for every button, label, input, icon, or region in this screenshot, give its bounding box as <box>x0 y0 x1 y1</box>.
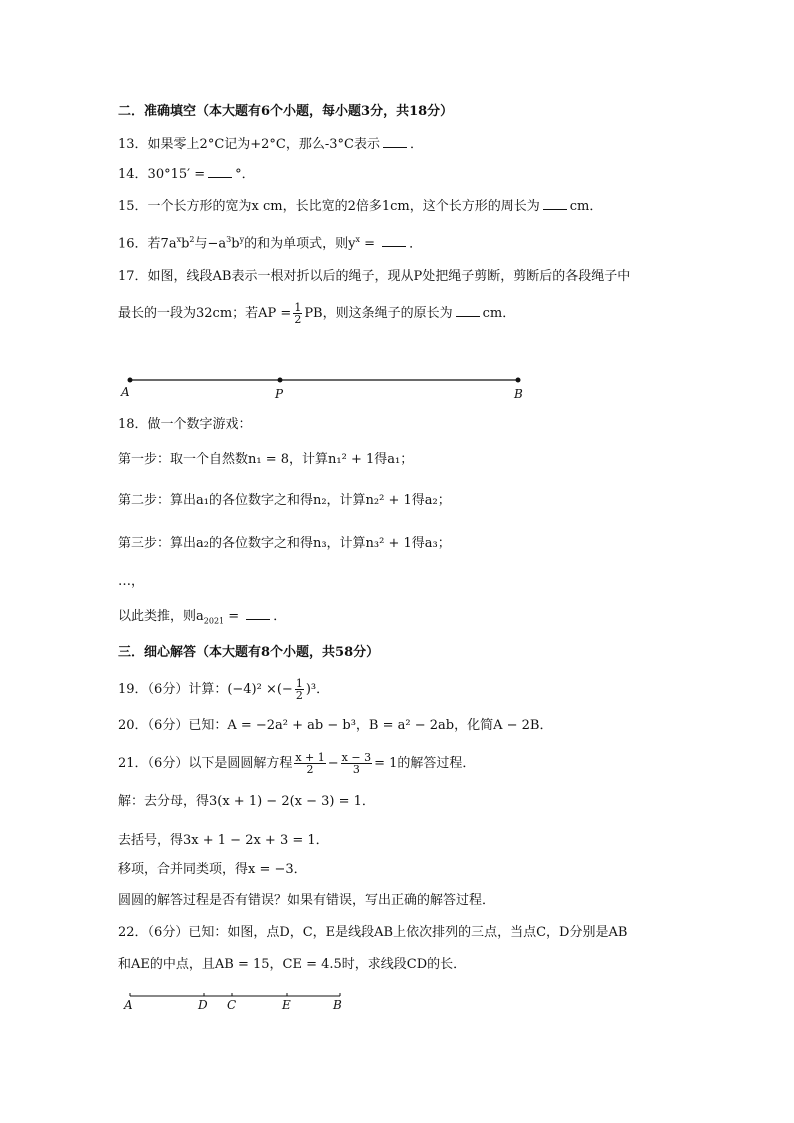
q16-text-a: 16．若7a <box>118 236 177 252</box>
label-c: C <box>227 998 237 1012</box>
fraction-denominator: 2 <box>295 689 303 702</box>
q19-text-b: )³． <box>305 682 330 697</box>
point-a-label: A <box>121 385 130 399</box>
answer-blank <box>382 234 406 247</box>
question-20: 20．（6分）已知：A = −2a² + ab − b³，B = a² − 2ab，化简A − 2B． <box>118 718 553 733</box>
point-a-dot <box>128 378 133 383</box>
question-18-last <box>118 607 286 631</box>
q13-end: ． <box>409 137 423 152</box>
figure-segment-ab <box>118 990 358 1016</box>
label-e: E <box>282 998 291 1012</box>
fraction-numerator: x + 1 <box>295 751 325 764</box>
exp: y <box>239 235 245 244</box>
point-b-label: B <box>514 387 523 401</box>
q16-text-d: = <box>360 236 380 252</box>
exp: 3 <box>226 235 232 244</box>
answer-blank <box>383 135 407 148</box>
q21-text-a: 21．（6分）以下是圆圆解方程 <box>118 756 293 771</box>
question-18-step-3: 第三步：算出a₂的各位数字之和得n₃，计算n₃² + 1得a₃； <box>118 536 451 551</box>
section-2-title: 二．准确填空（本大题有6个小题，每小题3分，共18分） <box>118 104 454 119</box>
fraction-numerator: x − 3 <box>341 751 372 764</box>
q14-text: 14．30°15′ = <box>118 167 206 182</box>
q16-end: ． <box>409 236 423 252</box>
subscript: 2021 <box>203 616 225 626</box>
q13-text: 13．如果零上2°C记为+2°C，那么-3°C表示 <box>118 137 380 152</box>
figure-rope-segment <box>115 370 535 402</box>
q15-end: cm． <box>569 199 603 214</box>
q16-text-b: 与−a <box>194 236 227 252</box>
question-18-intro: 18．做一个数字游戏： <box>118 417 252 432</box>
q17-text-a: 最长的一段为32cm；若AP = <box>118 306 292 321</box>
q16-text-c: 的和为单项式，则y <box>244 236 356 252</box>
exp: 2 <box>189 235 195 244</box>
label-d: D <box>198 998 208 1012</box>
answer-blank <box>543 197 567 210</box>
section-3-title: 三．细心解答（本大题有8个小题，共58分） <box>118 645 380 660</box>
question-17-line-2 <box>118 302 515 325</box>
q17-text-b: PB，则这条绳子的原长为 <box>304 306 453 321</box>
question-21-solution-3: 移项，合并同类项，得x = −3． <box>118 862 307 877</box>
question-21-solution-2: 去括号，得3x + 1 − 2x + 3 = 1． <box>118 833 329 848</box>
question-15 <box>118 197 602 216</box>
exp: x <box>176 235 182 244</box>
point-p-dot <box>278 378 283 383</box>
fraction <box>295 678 304 701</box>
question-18-step-1: 第一步：取一个自然数n₁ = 8，计算n₁² + 1得a₁； <box>118 452 414 467</box>
q17-end: cm． <box>482 306 516 321</box>
q18-end: ． <box>273 609 287 624</box>
answer-blank <box>208 165 232 178</box>
q15-text: 15．一个长方形的宽为x cm，长比宽的2倍多1cm，这个长方形的周长为 <box>118 199 540 214</box>
q18-last-b: = <box>224 609 244 624</box>
answer-blank <box>246 607 270 620</box>
fraction-numerator: 1 <box>295 677 303 690</box>
label-a: A <box>124 998 133 1012</box>
question-18-step-2: 第二步：算出a₁的各位数字之和得n₂，计算n₂² + 1得a₂； <box>118 493 451 508</box>
question-18-ellipsis: …， <box>118 574 145 589</box>
point-p-label: P <box>275 387 284 401</box>
fraction-numerator: 1 <box>294 301 302 314</box>
question-16: 16．若$7a^xb^2$与$-a^3b^y$的和为单项式，则$y^x$ = ． <box>118 235 423 252</box>
question-19 <box>118 678 329 701</box>
q18-last-a: 以此类推，则a <box>118 609 204 624</box>
fraction <box>293 302 302 325</box>
question-17-line-1: 17．如图，线段AB表示一根对折以后的绳子，现从P处把绳子剪断，剪断后的各段绳子中 <box>118 269 631 284</box>
fraction-denominator: 2 <box>306 763 314 776</box>
fraction-denominator: 3 <box>352 763 360 776</box>
exp: x <box>355 235 360 244</box>
q21-minus: − <box>327 756 339 771</box>
q14-end: °． <box>235 167 255 182</box>
fraction <box>341 752 372 775</box>
fraction-denominator: 2 <box>294 313 302 326</box>
fraction <box>294 752 325 775</box>
question-22-line-1: 22．（6分）已知：如图，点D，C，E是线段AB上依次排列的三点，当点C，D分别是AB <box>118 925 628 940</box>
question-21 <box>118 752 475 775</box>
question-22-line-2: 和AE的中点，且AB = 15，CE = 4.5时，求线段CD的长． <box>118 957 467 972</box>
q19-text-a: 19．（6分）计算：(−4)² ×(− <box>118 682 293 697</box>
q21-text-b: = 1的解答过程． <box>374 756 476 771</box>
question-21-solution-1: 解：去分母，得3(x + 1) − 2(x − 3) = 1． <box>118 794 375 809</box>
answer-blank <box>456 304 480 317</box>
label-b: B <box>333 998 342 1012</box>
point-b-dot <box>516 378 521 383</box>
question-21-solution-4: 圆圆的解答过程是否有错误？如果有错误，写出正确的解答过程． <box>118 893 496 908</box>
question-13 <box>118 135 423 154</box>
question-14 <box>118 165 255 184</box>
